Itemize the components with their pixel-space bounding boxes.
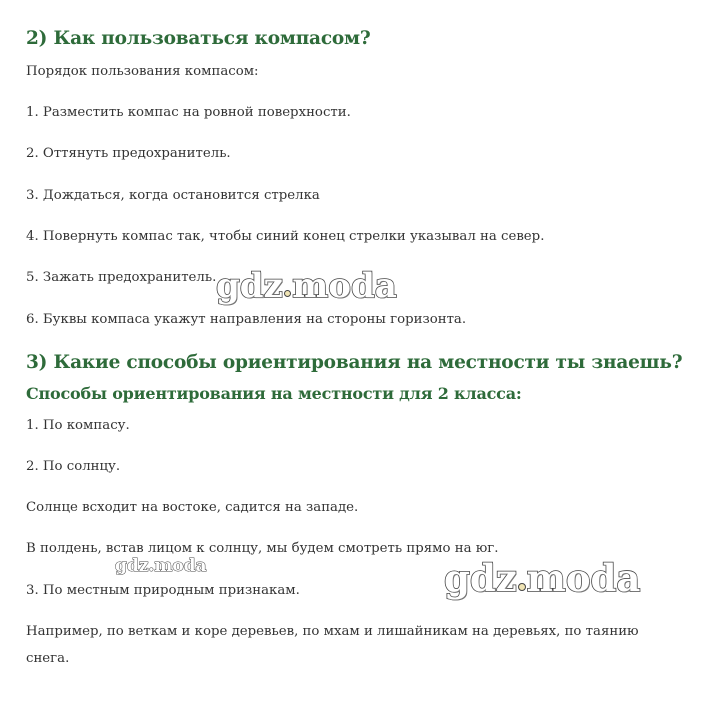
watermark-logo-1: gdz moda [216,266,397,306]
section-3-heading: 3) Какие способы ориентирования на местности ты знаешь? [26,352,683,373]
noon-text: В полдень, встав лицом к солнцу, мы будем смотреть прямо на юг. [26,541,499,556]
method-2: 2. По солнцу. [26,459,121,474]
step-4: 4. Повернуть компас так, чтобы синий конец стрелки указывал на север. [26,229,545,244]
section-2-heading: 2) Как пользоваться компасом? [26,28,371,49]
section-3-subheading: Способы ориентирования на местности для 2 класса: [26,384,522,403]
step-3: 3. Дождаться, когда остановится стрелка [26,188,320,203]
watermark-small: gdz.moda [115,556,207,576]
watermark-dot-icon [284,290,291,297]
step-1: 1. Разместить компас на ровной поверхности. [26,105,351,120]
method-1: 1. По компасу. [26,418,130,433]
section-2-intro: Порядок пользования компасом: [26,64,259,79]
step-2: 2. Оттянуть предохранитель. [26,146,231,161]
step-5: 5. Зажать предохранитель. [26,270,217,285]
example-text: Например, по веткам и коре деревьев, по мхам и лишайникам на деревьях, по таянию снега. [26,624,639,666]
watermark-dot-icon [518,583,526,591]
method-3: 3. По местным природным признакам. [26,583,300,598]
watermark-logo-2: gdz moda [444,556,641,600]
step-6: 6. Буквы компаса укажут направления на стороны горизонта. [26,312,467,327]
sun-rises-text: Солнце всходит на востоке, садится на западе. [26,500,359,515]
